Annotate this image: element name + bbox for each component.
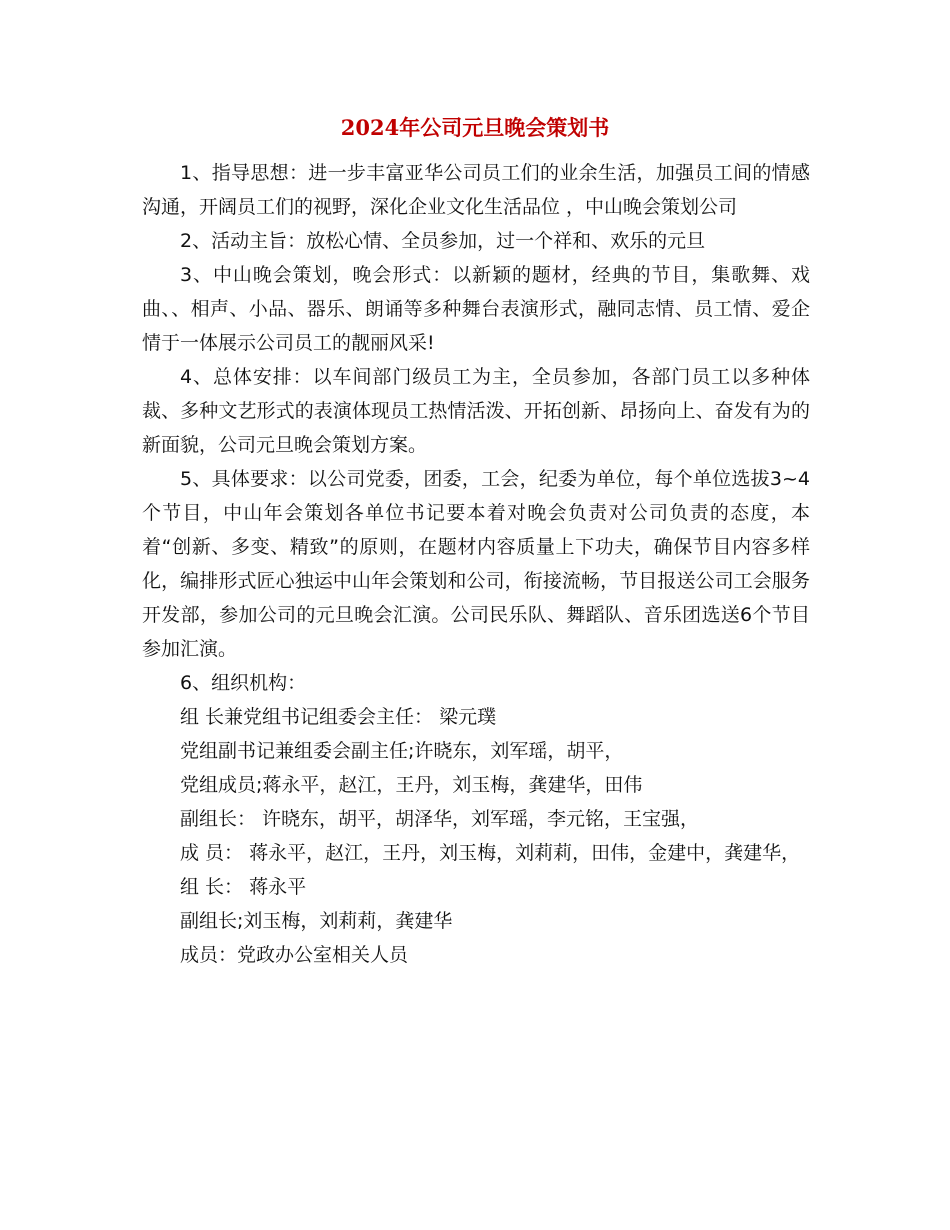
org-line-party-members: 党组成员;蒋永平，赵江，王丹，刘玉梅，龚建华，田伟	[180, 774, 643, 796]
org-line-group-deputy: 副组长;刘玉梅，刘莉莉，龚建华	[180, 910, 453, 932]
org-line-leader: 组 长兼党组书记组委会主任： 梁元璞	[180, 706, 497, 728]
document-body	[142, 156, 810, 972]
paragraph-activity-purpose: 2、活动主旨：放松心情、全员参加，过一个祥和、欢乐的元旦	[180, 230, 706, 252]
paragraph-guiding-thought: 1、指导思想：进一步丰富亚华公司员工们的业余生活，加强员工间的情感沟通，开阔员工们的视野，深化企业文化生活品位 ，中山晚会策划公司	[142, 162, 810, 218]
org-line-members: 成 员： 蒋永平，赵江，王丹，刘玉梅，刘莉莉，田伟，金建中，龚建华，	[180, 842, 801, 864]
paragraph-specific-requirements: 5、具体要求：以公司党委，团委，工会，纪委为单位，每个单位选拔3~4个节目，中山年会策划各单位书记要本着对晚会负责对公司负责的态度，本着“创新、多变、精致”的原则，在题材内容质量上下功夫，确保节目内容多样化，编排形式匠心独运中山年会策划和公司，衔接流畅，节目报送公司工会服务开发部，参加公司的元旦晚会汇演。公司民乐队、舞蹈队、音乐团选送6个节目参加汇演。	[142, 468, 810, 660]
org-line-deputy-secretary: 党组副书记兼组委会副主任;许晓东，刘军瑶，胡平，	[180, 740, 624, 762]
paragraph-party-format: 3、中山晚会策划，晚会形式：以新颖的题材，经典的节目，集歌舞、戏曲、、相声、小品、器乐、朗诵等多种舞台表演形式，融同志情、员工情、爱企情于一体展示公司员工的靓丽风采!	[142, 264, 810, 354]
paragraph-overall-arrangement: 4、总体安排：以车间部门级员工为主，全员参加，各部门员工以多种体裁、多种文艺形式的表演体现员工热情活泼、开拓创新、昂扬向上、奋发有为的新面貌，公司元旦晚会策划方案。	[142, 366, 810, 456]
org-line-group-leader: 组 长： 蒋永平	[180, 876, 307, 898]
paragraph-organization: 6、组织机构：	[180, 672, 307, 694]
org-line-deputy-leaders: 副组长： 许晓东，胡平，胡泽华，刘军瑶，李元铭，王宝强，	[180, 808, 700, 830]
document-title: 2024年公司元旦晚会策划书	[340, 115, 610, 140]
org-line-group-members: 成员：党政办公室相关人员	[180, 944, 409, 966]
